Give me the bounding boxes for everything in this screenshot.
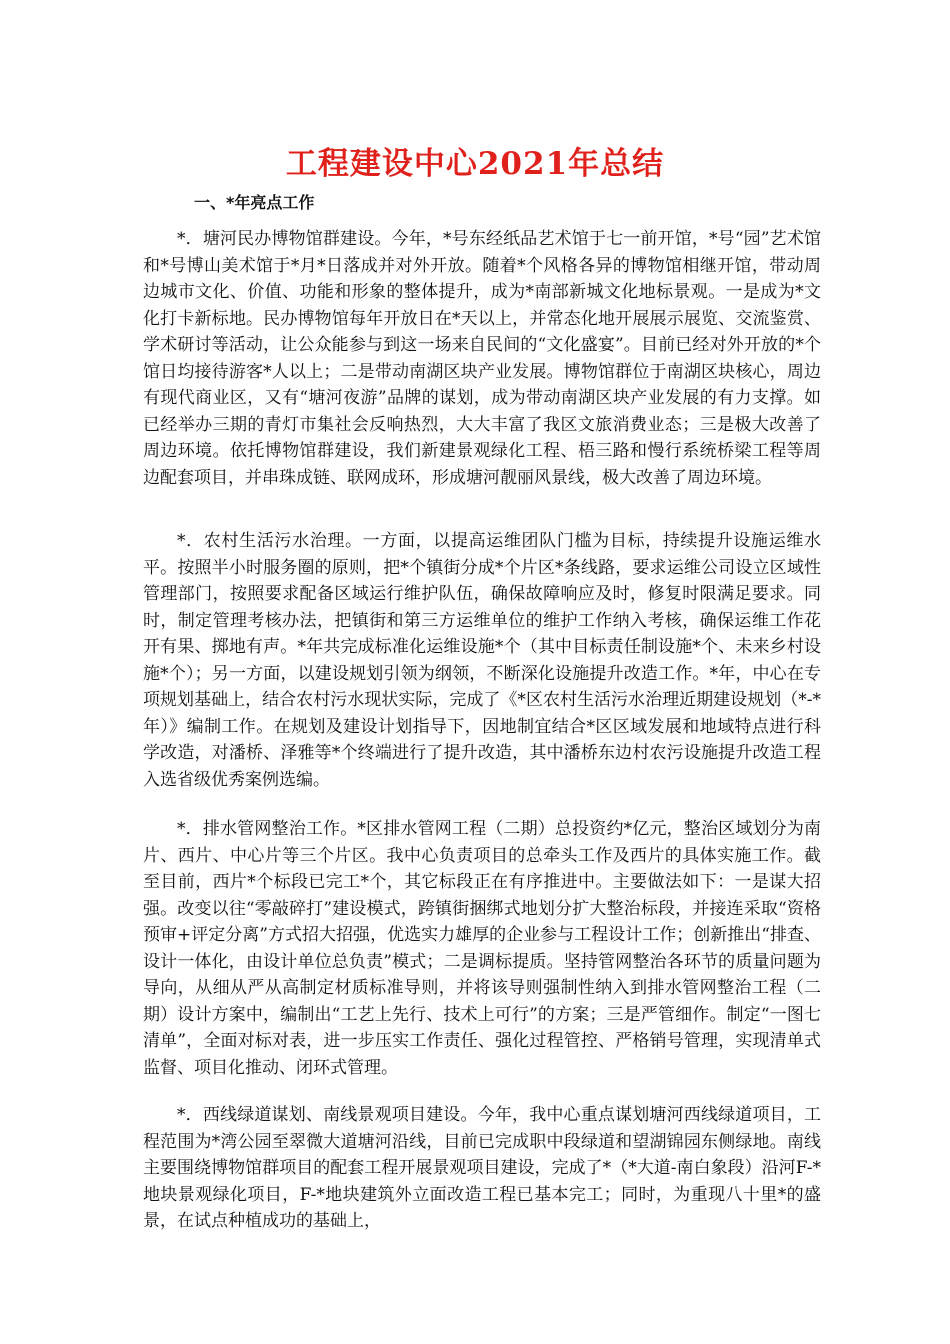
paragraph-museum-cluster: *．塘河民办博物馆群建设。今年，*号东经纸品艺术馆于七一前开馆，*号“园”艺术馆和*号博山美术馆于*月*日落成并对外开放。随着*个风格各异的博物馆相继开馆，带动周边城市文化、价值、功能和形象的整体提升，成为*南部新城文化地标景观。一是成为*文化打卡新标地。民办博物馆每年开放日在*天以上，并常态化地开展展示展览、交流鉴赏、学术研讨等活动，让公众能参与到这一场来自民间的“文化盛宴”。目前已经对外开放的*个馆日均接待游客*人以上；二是带动南湖区块产业发展。博物馆群位于南湖区块核心，周边有现代商业区，又有“塘河夜游”品牌的谋划，成为带动南湖区块产业发展的有力支撑。如已经举办三期的青灯市集社会反响热烈，大大丰富了我区文旅消费业态；三是极大改善了周边环境。依托博物馆群建设，我们新建景观绿化工程、梧三路和慢行系统桥梁工程等周边配套项目，并串珠成链、联网成环，形成塘河靓丽风景线，极大改善了周边环境。 [143, 229, 821, 488]
paragraph-drainage-network: *．排水管网整治工作。*区排水管网工程（二期）总投资约*亿元，整治区域划分为南片、西片、中心片等三个片区。我中心负责项目的总牵头工作及西片的具体实施工作。截至目前，西片*个标段已完工*个，其它标段正在有序推进中。主要做法如下：一是谋大招强。改变以往“零敲碎打”建设模式，跨镇街捆绑式地划分扩大整治标段，并接连采取“资格预审+评定分离”方式招大招强，优选实力雄厚的企业参与工程设计工作；创新推出“排查、设计一体化，由设计单位总负责”模式；二是调标提质。坚持管网整治各环节的质量问题为导向，从细从严从高制定材质标准导则，并将该导则强制性纳入到排水管网整治工程（二期）设计方案中，编制出“工艺上先行、技术上可行”的方案；三是严管细作。制定“一图七清单”，全面对标对表，进一步压实工作责任、强化过程管控、严格销号管理，实现清单式监督、项目化推动、闭环式管理。 [143, 819, 821, 1078]
paragraph-greenway-landscape: *．西线绿道谋划、南线景观项目建设。今年，我中心重点谋划塘河西线绿道项目，工程范围为*湾公园至翠微大道塘河沿线，目前已完成职中段绿道和望湖锦园东侧绿地。南线主要围绕博物馆群项目的配套工程开展景观项目建设，完成了*（*大道-南白象段）沿河F-*地块景观绿化项目，F-*地块建筑外立面改造工程已基本完工；同时，为重现八十里*的盛景，在试点种植成功的基础上， [143, 1105, 821, 1231]
document-title: 工程建设中心2021年总结 [285, 146, 665, 182]
section-heading: 一、*年亮点工作 [194, 193, 315, 212]
paragraph-rural-sewage: *．农村生活污水治理。一方面，以提高运维团队门槛为目标，持续提升设施运维水平。按照半小时服务圈的原则，把*个镇街分成*个片区*条线路，要求运维公司设立区域性管理部门，按照要求配备区域运行维护队伍，确保故障响应及时，修复时限满足要求。同时，制定管理考核办法，把镇街和第三方运维单位的维护工作纳入考核，确保运维工作花开有果、掷地有声。*年共完成标准化运维设施*个（其中目标责任制设施*个、未来乡村设施*个）；另一方面，以建设规划引领为纲领，不断深化设施提升改造工作。*年，中心在专项规划基础上，结合农村污水现状实际，完成了《*区农村生活污水治理近期建设规划（*-*年）》编制工作。在规划及建设计划指导下，因地制宜结合*区区域发展和地域特点进行科学改造，对潘桥、泽雅等*个终端进行了提升改造，其中潘桥东边村农污设施提升改造工程入选省级优秀案例选编。 [143, 531, 821, 790]
